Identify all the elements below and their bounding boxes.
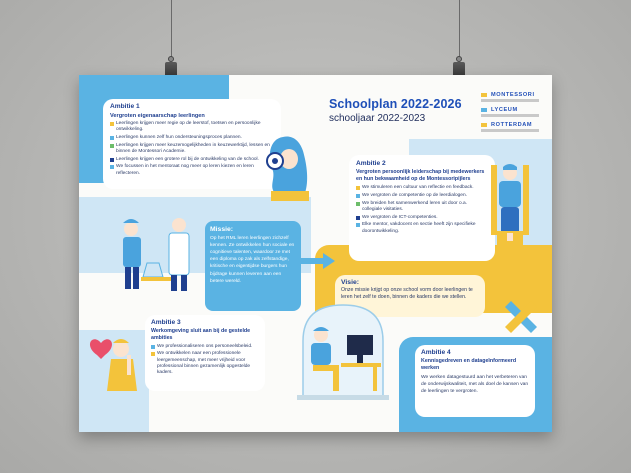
ambitie1-item-text: Leerlingen krijgen meer regie op de leerstof, toetsen en persoonlijke ontwikkeling. xyxy=(116,121,261,133)
bullet-icon xyxy=(356,216,360,220)
ambitie-2-card xyxy=(349,155,495,261)
hanger-wire-left xyxy=(171,0,172,58)
heart-person-icon xyxy=(87,325,151,395)
page-subtitle: schooljaar 2022-2023 xyxy=(329,113,426,124)
ambitie3-item xyxy=(151,351,259,376)
ambitie-1-card xyxy=(103,99,281,189)
ambitie1-item xyxy=(110,143,274,155)
logo-line-2: LYCEUM xyxy=(491,107,518,113)
missie-heading: Missie: xyxy=(210,226,234,233)
bullet-icon xyxy=(110,144,114,148)
ambitie-3-heading: Ambitie 3 xyxy=(151,319,181,326)
missie-box xyxy=(205,221,301,311)
bullet-icon xyxy=(356,194,360,198)
cross-shape-icon xyxy=(501,297,541,337)
bullet-icon xyxy=(110,122,114,126)
ambitie-1-heading: Ambitie 1 xyxy=(110,103,140,110)
logo-line-1: MONTESSORI xyxy=(491,92,535,98)
visie-heading: Visie: xyxy=(341,279,360,286)
ambitie1-item-text: Leerlingen krijgen meer keuzemogelijkheden in keuzewerktijd, lessen en binnen de Montessori Academie. xyxy=(116,142,270,154)
ambitie-3-list xyxy=(151,344,259,377)
bullet-icon xyxy=(110,165,114,169)
ambitie-2-heading: Ambitie 2 xyxy=(356,160,386,167)
ambitie1-item xyxy=(110,164,274,176)
ambitie-2-list xyxy=(356,185,488,235)
bullet-icon xyxy=(356,223,360,227)
bullet-icon xyxy=(151,352,155,356)
ambitie1-item-text: Leerlingen kunnen zelf hun ondersteuningsproces plannen. xyxy=(116,134,242,140)
ambitie1-item xyxy=(110,157,274,163)
magnifier-person-icon xyxy=(265,131,325,201)
bullet-icon xyxy=(110,136,114,140)
ambitie1-item xyxy=(110,121,274,133)
ambitie-1-list xyxy=(110,121,274,177)
ambitie2-item-text: We vergroten de competentie op de leerdialogen. xyxy=(362,193,467,199)
logo-line-3: ROTTERDAM xyxy=(491,122,533,128)
bullet-icon xyxy=(356,186,360,190)
ambitie-1-subheading: Vergroten eigenaarschap leerlingen xyxy=(110,113,205,119)
desk-person-icon xyxy=(303,325,383,395)
ambitie1-item xyxy=(110,135,274,141)
ambitie1-item-text: Leerlingen krijgen een grotere rol bij de ontwikkeling van de school. xyxy=(116,156,259,162)
bullet-icon xyxy=(151,345,155,349)
ambitie-4-card xyxy=(415,345,535,417)
ambitie-4-heading: Ambitie 4 xyxy=(421,349,451,356)
visie-text: Onze missie krijgt op onze school vorm door leerlingen te leren het zelf te doen, binnen de kaders die we stellen. xyxy=(341,287,473,301)
hanging-person-icon xyxy=(487,161,535,251)
ambitie-2-subheading: Vergroten persoonlijk leiderschap bij medewerkers en hun bekwaamheid op de Montessoripijlers xyxy=(356,169,485,183)
bullet-icon xyxy=(356,202,360,206)
ambitie2-item-text: We stimuleren een cultuur van reflectie en feedback. xyxy=(362,185,474,191)
page-title: Schoolplan 2022-2026 xyxy=(329,97,462,111)
ambitie-3-card xyxy=(145,315,265,391)
ambitie3-item-text: We professionaliseren ons personeelsbeleid. xyxy=(157,343,253,349)
ambitie3-item xyxy=(151,344,259,350)
bullet-icon xyxy=(110,158,114,162)
poster xyxy=(79,75,552,432)
ambitie2-item xyxy=(356,185,488,191)
ambitie-4-subheading: Kennisgedreven en datageïnformeerd werken xyxy=(421,358,517,371)
ambitie2-item xyxy=(356,201,488,213)
ambitie2-item xyxy=(356,193,488,199)
hanger-wire-right xyxy=(459,0,460,58)
missie-text: Op het RML leren leerlingen zichzelf kennen. Ze ontwikkelen hun sociale en cognitieve talenten, waardoor ze met een diploma op zak als zelfstandige, kritische en eigentijdse burgers hun bijdrage kunnen leveren aan een betere wereld. xyxy=(210,236,295,284)
ambitie3-item-text: We ontwikkelen naar een professionele leergemeenschap, met meer vrijheid voor professional binnen gezamenlijk opgestelde kaders. xyxy=(157,351,251,376)
ambitie2-item-text: We vergroten de ICT-competenties. xyxy=(362,214,438,220)
ambitie-3-subheading: Werkomgeving sluit aan bij de gestelde ambities xyxy=(151,328,251,341)
ambitie2-item-text: Elke mentor, vakdocent en sectie heeft zijn specifieke doorontwikkeling. xyxy=(362,222,476,234)
ambitie-4-text: We werken datagestuurd aan het verbeteren van de onderwijskwaliteit, met als doel de kansen van de leerlingen te vergroten. xyxy=(421,374,529,394)
lab-person-icon xyxy=(111,215,201,295)
ambitie1-item-text: We focussen in het mentoraat nog meer op leren kiezen en leren reflecteren. xyxy=(116,164,254,176)
ambitie2-item xyxy=(356,215,488,221)
ambitie2-item-text: We breiden het samenwerkend leren uit door o.a. collegiale visitaties. xyxy=(362,200,467,212)
ambitie2-item xyxy=(356,222,488,234)
